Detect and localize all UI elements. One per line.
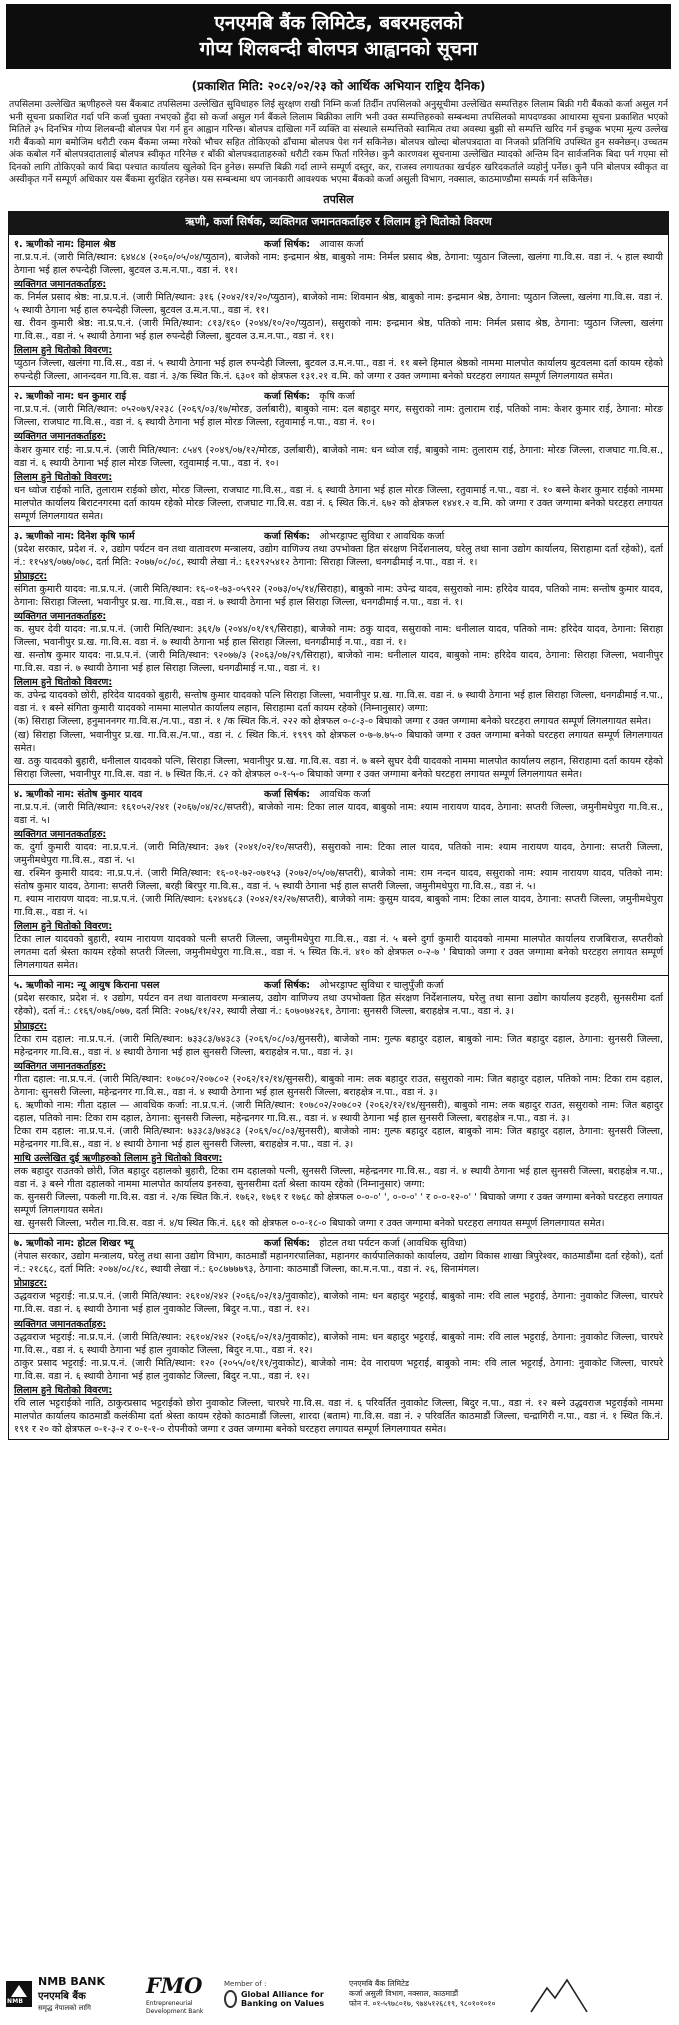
collateral-details: रवि लाल भट्टराईको नाति, ठाकुरप्रसाद भट्टराईको छोरा नुवाकोट जिल्ला, चारघरे गा.वि.स. वडा नं. ६ परिवर्तित नुवाकोट जिल्ला, बिदुर न.पा., वडा नं. १२ बस्ने उद्धवराज भट्टराईको नाममा मालपोत कार्यालय काठमाडौं कलंकीमा दर्ता श्रेस्ता कायम रहेको काठमाडौं जिल्ला, शारदा (बताम) गा.वि.स. वडा नं. २ परिवर्तित काठमाडौं जिल्ला, चन्द्रागिरी न.पा., वडा नं. १ स्थित कि.नं. १९१ र २० को क्षेत्रफल ०-१-३-२ र ०-१-१-० रोपनीको जग्गा र उक्त जग्गामा बनेको घरटहरा लगायत सम्पूर्ण लिगलगायत समेत। bbox=[14, 1397, 663, 1435]
loan-type-value: कृषि कर्जा bbox=[319, 391, 355, 403]
collateral-label: लिलाम हुने धितोको विवरण: bbox=[14, 677, 113, 689]
guarantor-entry: ग. श्याम नारायण यादव: ना.प्र.प.नं. (जारी मिति/स्थान: ६२४४६८३ (२०४२/१२/२७/सप्तरी), बाजेको नाम: कुसुम यादव, बाबुको नाम: टिका लाल यादव, ठेगाना: सप्तरी जिल्ला, जमुनीमधेपुरा गा.वि.स., वडा नं. ५। bbox=[14, 894, 663, 919]
borrower-name: ५. ऋणीको नाम: न्यू आयुष किराना पसल bbox=[14, 980, 160, 992]
guarantor-entry: ख. रीवन कुमारी श्रेष्ठ: ना.प्र.प.नं. (जारी मिति/स्थान: ८१३/१६० (२०४४/१०/२०/प्युठान), ससुराको नाम: इन्द्रमान श्रेष्ठ, पतिको नाम: निर्मल प्रसाद श्रेष्ठ, ठेगाना: प्युठान जिल्ला, खलंगा गा.वि.स., वडा नं. ५ स्थायी ठेगाना भई हाल रुपन्देही जिल्ला, बुटवल उ.म.न.पा., वडा नं. ११। bbox=[14, 318, 663, 343]
schedule-header: ऋणी, कर्जा सिर्षक, व्यक्तिगत जमानतकर्ताहरु र लिलाम हुने धितोको विवरण bbox=[8, 211, 669, 234]
borrower-name: ४. ऋणीको नाम: संतोष कुमार यादव bbox=[14, 788, 143, 800]
guarantor-entry: गीता दहाल: ना.प्र.प.नं. (जारी मिति/स्थान: १०७८०२/२०७८०२ (२०६२/१२/१४/सुनसरी), बाबुको नाम: लक बहादुर राउत, ससुराको नाम: जित बहादुर दहाल, पतिको नाम: टिका राम दहाल, ठेगाना: सुनसरी जिल्ला, महेन्द्रनगर गा.वि.स., वडा नं. ४ स्थायी ठेगाना भई हाल सुनसरी जिल्ला, बराहक्षेत्र न.पा., वडा नं. ३। bbox=[14, 1073, 663, 1098]
schedule-label: तपसिल bbox=[323, 192, 354, 206]
intro-paragraph: तपसिलमा उल्लेखित ऋणीहरुले यस बैंकबाट तपसिलमा उल्लेखित सुविधाहरु लिई सुरक्षण राखी निम्नि कर्जा तिर्दीन तपसिलको अनुसूचीमा उल्लेखित सम्पत्तिहरु लिलाम बिक्री गरी बैंकको कर्जा असुल गर्न भनी सूचना प्रकाशित गर्दा पनि कर्जा चुक्ता नभएको हुँदा सो कर्जा असुल गर्न बैंकले लिलाम बिक्रीका लागि भनी उक्त सम्पत्तिहरुको सम्बन्धमा तपसिलको मापदण्डका आधारमा सूचना प्रकाशित भएको मितिले ३५ दिनभित्र गोप्य शिलबन्दी बोलपत्र पेश गर्न हुन आह्वान गरिन्छ। बोलपत्र दाखिला गर्ने व्यक्ति वा संस्थाले सम्पत्तिको स्वामित्व तथा अवस्था बुझी सो सम्पत्ति खरिद गर्न इच्छुक भएमा मूल्य उल्लेख गरी बैंकको माग बमोजिम धरौटी रकम बैंकमा जम्मा गरेको भौचर सहित तोकिएको ढाँचामा बोलपत्र पेश गर्न सकिनेछ। बोलपत्र खोल्दा बोलपत्रदाता वा निजको प्रतिनिधि उपस्थित हुन सक्नेछन्। उच्चतम अंक कबोल गर्ने बोलपत्रदातालाई बोलपत्र स्वीकृत गरिनेछ र बाँकी बोलपत्रदाताहरुको धरौटी रकम फिर्ता गरिनेछ। कुनै कारणवश सूचनामा उल्लेखित म्यादको अन्तिम दिन सार्वजनिक बिदा पर्न गएमा सो दिनको लागि तोकिएको कार्य बिदा पश्चात कार्यालय खुलेको दिन हुनेछ। सम्पत्ति बिक्री गर्दा लाग्ने सम्पूर्ण दस्तुर, कर, राजस्व लगायतका खर्चहरु खरिदकर्ताले व्यहोर्नु पर्नेछ। कुनै पनि बोलपत्र स्वीकृत वा अस्वीकृत गर्ने सम्पूर्ण अधिकार यस बैंकमा सुरक्षित रहनेछ। यस सम्बन्धमा थप जानकारी आवश्यक भएमा बैंकको कर्जा असुली विभाग, नक्साल, काठमाण्डौमा सम्पर्क गर्न सकिनेछ। bbox=[9, 99, 668, 186]
collateral-label: लिलाम हुने धितोको विवरण: bbox=[14, 1384, 113, 1396]
nmb-logo-icon bbox=[6, 1981, 32, 2007]
guarantor-entry: ख. रश्मिन कुमारी यादव: ना.प्र.प.नं. (जारी मिति/स्थान: १६-०१-७२-०७१५३ (२०७२/०५/०७/सप्तरी), बाजेको नाम: राम नन्दन यादव, ससुराको नाम: श्याम नारायण यादव, पतिको नाम: संतोष कुमार यादव, ठेगाना: सप्तरी जिल्ला, बरही बिरपुर गा.वि.स., वडा नं. ५ स्थायी ठेगाना भई हाल सप्तरी जिल्ला, जमुनीमधेपुरा गा.वि.स., वडा नं. ५। bbox=[14, 867, 663, 893]
borrower-name: १. ऋणीको नाम: हिमाल श्रेष्ठ bbox=[14, 238, 116, 250]
gabv-member-logo bbox=[224, 1980, 349, 2008]
proprietor-label: प्रोप्राइटर: bbox=[14, 1278, 48, 1290]
contact-block bbox=[349, 1979, 529, 2009]
fmo-text: FMO bbox=[146, 1972, 203, 1998]
footer bbox=[6, 1968, 671, 2020]
collateral-label: लिलाम हुने धितोको विवरण: bbox=[14, 471, 113, 483]
collateral-label: माथि उल्लेखित दुई ऋणीहरुको लिलाम हुने धितोको विवरण: bbox=[14, 1152, 223, 1164]
loan-type-value: ओभरड्राफ्ट सुविधा र चालुपुँजी कर्जा bbox=[319, 980, 444, 992]
borrower-details: ना.प्र.प.नं. (जारी मिति/स्थान: ६४४८४ (२०६०/०५/०४/प्युठान), बाजेको नाम: इन्द्रमान श्रेष्ठ, बाबुको नाम: निर्मल प्रसाद श्रेष्ठ, ठेगाना: प्युठान जिल्ला, खलंगा गा.वि.स. वडा नं. ५ हाल स्थायी ठेगाना भई हाल रुपन्देही जिल्ला, बुटवल उ.म.न.पा., वडा नं. ११। bbox=[14, 251, 663, 276]
loan-type-value: होटल तथा पर्यटन कर्जा (आवधिक सुविधा) bbox=[319, 1238, 467, 1250]
collateral-line: लक बहादुर राउतको छोरी, जित बहादुर दहालको बुहारी, टिका राम दहालको पत्नी, सुनसरी जिल्ला, महेन्द्रनगर गा.वि.स., वडा नं. ४ स्थायी ठेगाना भई हाल सुनसरी जिल्ला, बराहक्षेत्र न.पा., वडा नं. ३ बस्ने गीता दहालको नाममा मालपोत कार्यालय इनरुवा, सुनसरीमा दर्ता श्रेस्ता कायम रहेको (निम्नानुसार) जग्गा: bbox=[14, 1166, 663, 1191]
loan-type-label: कर्जा सिर्षक bbox=[264, 980, 307, 992]
guarantor-entry: क. निर्मल प्रसाद श्रेष्ठ: ना.प्र.प.नं. (जारी मिति/स्थान: ३१६ (२०४२/१२/२०/प्युठान), बाजेको नाम: शिवमान श्रेष्ठ, बाबुको नाम: इन्द्रमान श्रेष्ठ, ठेगाना: प्युठान जिल्ला, खलंगा गा.वि.स. वडा नं. ५ स्थायी ठेगाना भई हाल रुपन्देही जिल्ला, बुटवल उ.म.न.पा., वडा नं. ११। bbox=[14, 292, 663, 317]
loan-type: कर्जा सिर्षक: ओभरड्राफ्ट सुविधा र आवधिक कर्जा bbox=[264, 530, 445, 542]
borrower-heading bbox=[14, 788, 663, 801]
guarantor-entry: ख. सन्तोष कुमार यादव: ना.प्र.प.नं. (जारी मिति/स्थान: ९२०७७/३ (२०६३/०७/२९/सिराहा), बाजेको नाम: धनीलाल यादव, बाबुको नाम: हरिदेव यादव, ठेगाना: सिराहा जिल्ला, भवानीपुर गा.वि.स. वडा नं. ७ स्थायी ठेगाना भई हाल सिराहा जिल्ला, धनगढीमाई न.पा., वडा नं. १। bbox=[14, 650, 663, 675]
contact-bank-name: एनएमबि बैंक लिमिटेड bbox=[349, 1979, 409, 1989]
borrower-heading bbox=[14, 979, 663, 992]
loan-type-label: कर्जा सिर्षक bbox=[264, 238, 307, 250]
collateral-line: क. सुनसरी जिल्ला, पकली गा.वि.स. वडा नं. २/क स्थित कि.नं. १७६२, १७६१ र १७६८ को क्षेत्रफल ०-०-०' ', ०-०-०' ' र ०-०-१२-०' ' बिघाको जग्गा र उक्त जग्गामा बनेको घरटहरा लगायत सम्पूर्ण लिगलगायत समेत। bbox=[14, 1192, 663, 1217]
collateral-line: ख. सुनसरी जिल्ला, भरौल गा.वि.स. वडा नं. ४/घ स्थित कि.नं. ६६१ को क्षेत्रफल ०-०-१८-० बिघाको जग्गा र उक्त जग्गामा बनेको घरटहरा लगायत सम्पूर्ण लिगलगायत समेत। bbox=[14, 1218, 605, 1230]
bank-name-np: एनएमबि बैंक bbox=[38, 1990, 86, 2002]
collateral-line: (ख) सिराहा जिल्ला, भवानीपुर प्र.ख. गा.वि.स./न.पा., वडा नं. ८ स्थित कि.नं. १९९९ को क्षेत्रफल ०-७-७.७५-० बिघाको जग्गा र उक्त जग्गामा बनेको घरटहरा लगायत सम्पूर्ण लिगलगायत समेत। bbox=[14, 729, 663, 754]
notice-page bbox=[6, 4, 671, 1440]
fmo-logo bbox=[146, 1972, 224, 2017]
borrower-heading bbox=[14, 238, 663, 251]
guarantors-label: व्यक्तिगत जमानतकर्ताहरु: bbox=[14, 431, 107, 443]
collateral-line: क. उपेन्द्र यादवको छोरी, हरिदेव यादवको बुहारी, सन्तोष कुमार यादवको पत्नि सिराहा जिल्ला, भवानीपुर प्र.ख. गा.वि.स. वडा नं. ७ स्थायी ठेगाना भई हाल सिराहा जिल्ला, धनगढीमाई न.पा., वडा नं. १ बस्ने संगिता कुमारी यादवको नाममा मालपोत कार्यालय लहान, सिराहामा दर्ता कायम रहेको (निम्नानुसार) जग्गा: bbox=[14, 690, 663, 715]
guarantors-label: व्यक्तिगत जमानतकर्ताहरु: bbox=[14, 1060, 107, 1072]
loan-type: कर्जा सिर्षक: आवास कर्जा bbox=[264, 238, 364, 250]
loan-type-value: आवधिक कर्जा bbox=[319, 788, 371, 800]
fmo-subtext: Entrepreneurial Development Bank bbox=[146, 2000, 204, 2016]
contact-phone: फोन नं. ०१-५९७८०१७, ९७४५१२६८१९, ९८०१०१०१० bbox=[349, 1998, 496, 2008]
guarantors-label: व्यक्तिगत जमानतकर्ताहरु: bbox=[14, 278, 107, 290]
guarantor-entry: क. दुर्गा कुमारी यादव: ना.प्र.प.नं. (जारी मिति/स्थान: ३७१ (२०४१/०२/१०/सप्तरी), ससुराको नाम: टिका लाल यादव, पतिको नाम: श्याम नारायण यादव, ठेगाना: सप्तरी जिल्ला, जमुनीमधेपुरा गा.वि.स., वडा नं. ५। bbox=[14, 841, 663, 866]
loan-type: कर्जा सिर्षक: होटल तथा पर्यटन कर्जा (आवधिक सुविधा) bbox=[264, 1238, 467, 1250]
loan-type-value: ओभरड्राफ्ट सुविधा र आवधिक कर्जा bbox=[319, 530, 445, 542]
borrower-heading bbox=[14, 390, 663, 403]
borrower-name: ३. ऋणीको नाम: दिनेश कृषि फार्म bbox=[14, 530, 135, 542]
borrower-details: ना.प्र.प.नं. (जारी मिति/स्थान: १६१०५२/२४१ (२०६७/०४/२८/सप्तरी), बाजेको नाम: टिका लाल यादव, बाबुको नाम: श्याम नारायण यादव, ठेगाना: सप्तरी जिल्ला, जमुनीमधेपुरा गा.वि.स., वडा नं. ५। bbox=[14, 801, 663, 826]
borrower-details: (नेपाल सरकार, उद्योग मन्त्रालय, घरेलु तथा साना उद्योग विभाग, काठमाडौं महानगरपालिका, महानगर कार्यपालिकाको कार्यालय, उद्योग विकास शाखा त्रिपुरेश्वर, काठमाडौंमा दर्ता रहेको), दर्ता नं.: २१८६८, दर्ता मिति: २०७४/०८/१८, स्थायी लेखा नं.: ६०८७७७७९३, ठेगाना: काठमाडौं जिल्ला, का.म.न.पा., वडा नं. २६, सिनामंगल। bbox=[14, 1251, 663, 1276]
collateral-line: ख. ठकु यादवको बुहारी, धनीलाल यादवको पत्नि, सिराहा जिल्ला, भवानीपुर प्र.ख. गा.वि.स. वडा नं. ७ बस्ने सुघर देवी यादवको नाममा मालपोत कार्यालय लहान, सिराहामा दर्ता कायम रहेको सिराहा जिल्ला, भवानीपुर गा.वि.स. वडा नं. ७ स्थित कि.नं. ८२ को क्षेत्रफल ०-१-५-० बिघाको जग्गा र उक्त जग्गामा बनेको घरटहरा लगायत सम्पूर्ण लिगलगायत समेत। bbox=[14, 755, 663, 780]
borrower-heading bbox=[14, 530, 663, 543]
loan-type: कर्जा सिर्षक: ओभरड्राफ्ट सुविधा र चालुपुँजी कर्जा bbox=[264, 980, 444, 992]
borrower-section bbox=[9, 526, 668, 784]
borrower-name: २. ऋणीको नाम: धन कुमार राई bbox=[14, 391, 127, 403]
borrower-section bbox=[9, 784, 668, 976]
notice-title-banner bbox=[6, 4, 671, 69]
guarantor-entry: केशर कुमार राई: ना.प्र.प.नं. (जारी मिति/स्थान: ८५४९ (२०४९/०७/१२/मोरङ, उर्लाबारी), बाजेको नाम: धन ध्वोज राई, बाबुको नाम: तुलाराम राई, ठेगाना: मोरङ जिल्ला, राजघाट गा.वि.स., वडा नं. ६ स्थायी ठेगाना भई हाल मोरङ जिल्ला, रतुवामाई न.पा., वडा नं. १०। bbox=[14, 444, 663, 469]
guarantors-label: व्यक्तिगत जमानतकर्ताहरु: bbox=[14, 611, 107, 623]
proprietor-label: प्रोप्राइटर: bbox=[14, 1020, 48, 1032]
loan-type-label: कर्जा सिर्षक bbox=[264, 1238, 307, 1250]
gabv-circle-icon bbox=[224, 1990, 237, 2008]
collateral-line: (क) सिराहा जिल्ला, हनुमाननगर गा.वि.स./न.पा., वडा नं. १ /क स्थित कि.नं. २२२ को क्षेत्रफल ०-८-३-० बिघाको जग्गा र उक्त जग्गामा बनेको घरटहरा लगायत सम्पूर्ण लिगलगायत समेत। bbox=[14, 716, 652, 728]
collateral-label: लिलाम हुने धितोको विवरण: bbox=[14, 345, 113, 357]
guarantor-entry: उद्धवराज भट्टराई: ना.प्र.प.नं. (जारी मिति/स्थान: २६१०४/२४२ (२०६६/०२/१३/नुवाकोट), बाजेको नाम: धन बहादुर भट्टराई, बाबुको नाम: रवि लाल भट्टराई, ठेगाना: नुवाकोट जिल्ला, चारघरे गा.वि.स., वडा नं. ६ स्थायी ठेगाना भई हाल नुवाकोट जिल्ला, बिदुर न.पा., वडा नं. १२। bbox=[14, 1331, 663, 1356]
loan-type-label: कर्जा सिर्षक bbox=[264, 530, 307, 542]
notice-title-line1: एनएमबि बैंक लिमिटेड, बबरमहलको bbox=[214, 12, 463, 34]
guarantors-label: व्यक्तिगत जमानतकर्ताहरु: bbox=[14, 1318, 107, 1330]
nmb-bank-logo bbox=[6, 1975, 146, 2013]
borrower-section bbox=[9, 386, 668, 525]
collateral-label: लिलाम हुने धितोको विवरण: bbox=[14, 921, 113, 933]
publication-note: (प्रकाशित मिति: २०८२/०२/२३ को आर्थिक अभियान राष्ट्रिय दैनिक) bbox=[191, 79, 486, 93]
proprietor-details: संगिता कुमारी यादव: ना.प्र.प.नं. (जारी मिति/स्थान: १६-०१-७३-०५९२२ (२०७३/०५/१४/सिराहा), बाबुको नाम: उपेन्द्र यादव, ससुराको नाम: हरिदेव यादव, पतिको नाम: सन्तोष कुमार यादव, ठेगाना: सिराहा जिल्ला, भवानीपुर प्र.ख. गा.वि.स., वडा नं. ७ स्थायी ठेगाना भई हाल सिराहा जिल्ला, धनगढीमाई न.पा., वडा नं. १। bbox=[14, 584, 663, 609]
proprietor-label: प्रोप्राइटर: bbox=[14, 570, 48, 582]
borrower-heading bbox=[14, 1237, 663, 1250]
mountain-icon bbox=[529, 1974, 589, 2014]
borrower-section bbox=[9, 235, 668, 387]
contact-address: कर्जा असुली विभाग, नक्साल, काठमाडौं bbox=[349, 1989, 459, 1999]
guarantors-label: व्यक्तिगत जमानतकर्ताहरु: bbox=[14, 828, 107, 840]
guarantor-entry: टिका राम दहाल: ना.प्र.प.नं. (जारी मिति/स्थान: ७३३८३/७४३८३ (२०६९/०८/०३/सुनसरी), बाजेको नाम: गुल्फ बहादुर दहाल, बाबुको नाम: जित बहादुर दहाल, ठेगाना: सुनसरी जिल्ला, महेन्द्रनगर गा.वि.स., वडा नं. ४ स्थायी ठेगाना भई हाल सुनसरी जिल्ला, बराहक्षेत्र न.पा., वडा नं. ३। bbox=[14, 1125, 663, 1150]
collateral-details: टिका लाल यादवको बुहारी, श्याम नारायण यादवको पत्नी सप्तरी जिल्ला, जमुनीमधेपुरा गा.वि.स., वडा नं. ५ बस्ने दुर्गा कुमारी यादवको नाममा मालपोत कार्यालय राजबिराज, सप्तरीको लगतमा दर्ता श्रेस्ता कायम रहेको सप्तरी जिल्ला, जमुनीमधेपुरा गा.वि.स., वडा नं. ५ स्थित कि.नं. ४१० को क्षेत्रफल ०-२-७ ' बिघाको जग्गा र उक्त जग्गामा बनेको घरटहरा लगायत सम्पूर्ण लिगलगायत समेत। bbox=[14, 934, 663, 972]
guarantor-entry: ६. ऋणीको नाम: गीता दहाल — आवधिक कर्जा: ना.प्र.प.नं. (जारी मिति/स्थान: १०७८०२/२०७८०२ (२०६२/१२/१४/सुनसरी), बाबुको नाम: लक बहादुर राउत, ससुराको नाम: जित बहादुर दहाल, पतिको नाम: टिका राम दहाल, ठेगाना: सुनसरी जिल्ला, महेन्द्रनगर गा.वि.स., वडा नं. ४ स्थायी ठेगाना भई हाल सुनसरी जिल्ला, बराहक्षेत्र न.पा., वडा नं. ३। bbox=[14, 1099, 663, 1124]
guarantor-entry: क. सुघर देवी यादव: ना.प्र.प.नं. (जारी मिति/स्थान: ३६१/७ (२०४४/०१/१९/सिराहा), बाजेको नाम: ठकु यादव, ससुराको नाम: धनीलाल यादव, पतिको नाम: हरिदेव यादव, ठेगाना: सिराहा जिल्ला, भवानीपुर प्र.ख. गा.वि.स. वडा नं. ७ स्थायी ठेगाना भई हाल सिराहा जिल्ला, धनगढीमाई न.पा., वडा नं. १। bbox=[14, 624, 663, 649]
proprietor-details: उद्धवराज भट्टराई: ना.प्र.प.नं. (जारी मिति/स्थान: २६१०४/२४२ (२०६६/०२/१३/नुवाकोट), बाजेको नाम: धन बहादुर भट्टराई, बाबुको नाम: रवि लाल भट्टराई, ठेगाना: नुवाकोट जिल्ला, चारघरे गा.वि.स. वडा नं. ६ स्थायी ठेगाना भई हाल नुवाकोट जिल्ला, बिदुर न.पा., वडा नं. १२। bbox=[14, 1291, 663, 1316]
gabv-name: Global Alliance for Banking on Values bbox=[240, 1989, 325, 2008]
bank-name-en: NMB BANK bbox=[38, 1974, 105, 1988]
borrower-name: ७. ऋणीको नाम: होटल शिखर भ्यू bbox=[14, 1238, 134, 1250]
collateral-details: धन ध्वोज राईको नाति, तुलाराम राईको छोरा, मोरङ जिल्ला, राजघाट गा.वि.स., वडा नं. ६ स्थायी ठेगाना भई हाल मोरङ जिल्ला, रतुवामाई न.पा., वडा नं. १० बस्ने केशर कुमार राईको नाममा मालपोत कार्यालय बिराटनगरमा दर्ता कायम रहेको मोरङ जिल्ला, राजघाट गा.वि.स. वडा नं. ६ स्थित कि.नं. ६७२ को क्षेत्रफल १४४१.२ व.मि. को जग्गा र उक्त जग्गामा बनेको घरटहरा लगायत सम्पूर्ण लिगलगायत समेत। bbox=[14, 484, 663, 522]
bank-tagline: समृद्ध नेपालको लागि bbox=[38, 2003, 91, 2012]
collateral-details: प्युठान जिल्ला, खलंगा गा.वि.स., वडा नं. ५ स्थायी ठेगाना भई हाल रुपन्देही जिल्ला, बुटवल उ.म.न.पा., वडा नं. ११ बस्ने हिमाल श्रेष्ठको नाममा मालपोत कार्यालय बुटवलमा दर्ता कायम रहेको रुपन्देही जिल्ला, आनन्दवन गा.वि.स. वडा नं. ३/क स्थित कि.नं. ६३०१ को क्षेत्रफल १३१.२१ व.मि. को जग्गा र उक्त जग्गामा बनेको घरटहरा लगायत सम्पूर्ण लिगलगायत समेत। bbox=[14, 358, 663, 383]
proprietor-details: टिका राम दहाल: ना.प्र.प.नं. (जारी मिति/स्थान: ७३३८३/७४३८३ (२०६९/०८/०३/सुनसरी), बाजेको नाम: गुल्फ बहादुर दहाल, बाबुको नाम: जित बहादुर दहाल, ठेगाना: सुनसरी जिल्ला, महेन्द्रनगर गा.वि.स., वडा नं. ४ स्थायी ठेगाना भई हाल सुनसरी जिल्ला, बराहक्षेत्र न.पा., वडा नं. ३। bbox=[14, 1033, 663, 1058]
loan-type: कर्जा सिर्षक: आवधिक कर्जा bbox=[264, 788, 371, 800]
guarantor-entry: ठाकुर प्रसाद भट्टराई: ना.प्र.प.नं. (जारी मिति/स्थान: १२० (२०५५/०१/११/नुवाकोट), बाजेको नाम: देव नारायण भट्टराई, बाबुको नाम: रवि लाल भट्टराई, ठेगाना: नुवाकोट जिल्ला, चारघरे गा.वि.स. वडा नं. ६ स्थायी ठेगाना भई हाल नुवाकोट जिल्ला, बिदुर न.पा., वडा नं. १२। bbox=[14, 1357, 663, 1382]
notice-title-line2: गोप्य शिलबन्दी बोलपत्र आह्वानको सूचना bbox=[199, 38, 478, 60]
member-of-label: Member of : bbox=[224, 1980, 267, 1989]
borrower-details: (प्रदेश सरकार, प्रदेश नं. १ उद्योग, पर्यटन वन तथा वातावरण मन्त्रालय, उद्योग वाणिज्य तथा उपभोक्ता हित संरक्षण निर्देशनालय, घरेलु तथा साना उद्योग कार्यालय इटहरी, सुनसरीमा दर्ता रहेको), दर्ता नं.: ८१६९/०७६/०७७, दर्ता मिति: २०७६/११/२२, स्थायी लेखा नं.: ६०७०७४२६१, ठेगाना: सुनसरी जिल्ला, बराहक्षेत्र न.पा., वडा नं. ३। bbox=[14, 993, 663, 1018]
loan-type-value: आवास कर्जा bbox=[319, 238, 364, 250]
borrower-section bbox=[9, 975, 668, 1233]
schedule-table bbox=[8, 234, 669, 1440]
loan-type: कर्जा सिर्षक: कृषि कर्जा bbox=[264, 391, 355, 403]
borrower-details: ना.प्र.प.नं. (जारी मिति/स्थान: ०५२०७९/२२३८ (२०६९/०३/१७/मोरङ, उर्लाबारी), बाबुको नाम: दल बहादुर मगर, ससुराको नाम: तुलाराम राई, पतिको नाम: केशर कुमार राई, ठेगाना: मोरङ जिल्ला, राजघाट गा.वि.स., वडा नं. ६ स्थायी ठेगाना भई हाल मोरङ जिल्ला, रतुवामाई न.पा., वडा नं. १०। bbox=[14, 404, 663, 429]
borrower-details: (प्रदेश सरकार, प्रदेश नं. २, उद्योग पर्यटन वन तथा वातावरण मन्त्रालय, उद्योग वाणिज्य तथा उपभोक्ता हित संरक्षण निर्देशनालय, घरेलु तथा साना उद्योग कार्यालय, सिराहामा दर्ता रहेको), दर्ता नं.: ११५४९/०७७/०७८, दर्ता मिति: २०७७/०८/०८, स्थायी लेखा नं.: ६१२९२५४१२ ठेगाना: सिराहा जिल्ला, धनगढीमाई न.पा., वडा नं. १। bbox=[14, 543, 663, 568]
loan-type-label: कर्जा सिर्षक bbox=[264, 391, 307, 403]
borrower-section bbox=[9, 1233, 668, 1439]
loan-type-label: कर्जा सिर्षक bbox=[264, 788, 307, 800]
